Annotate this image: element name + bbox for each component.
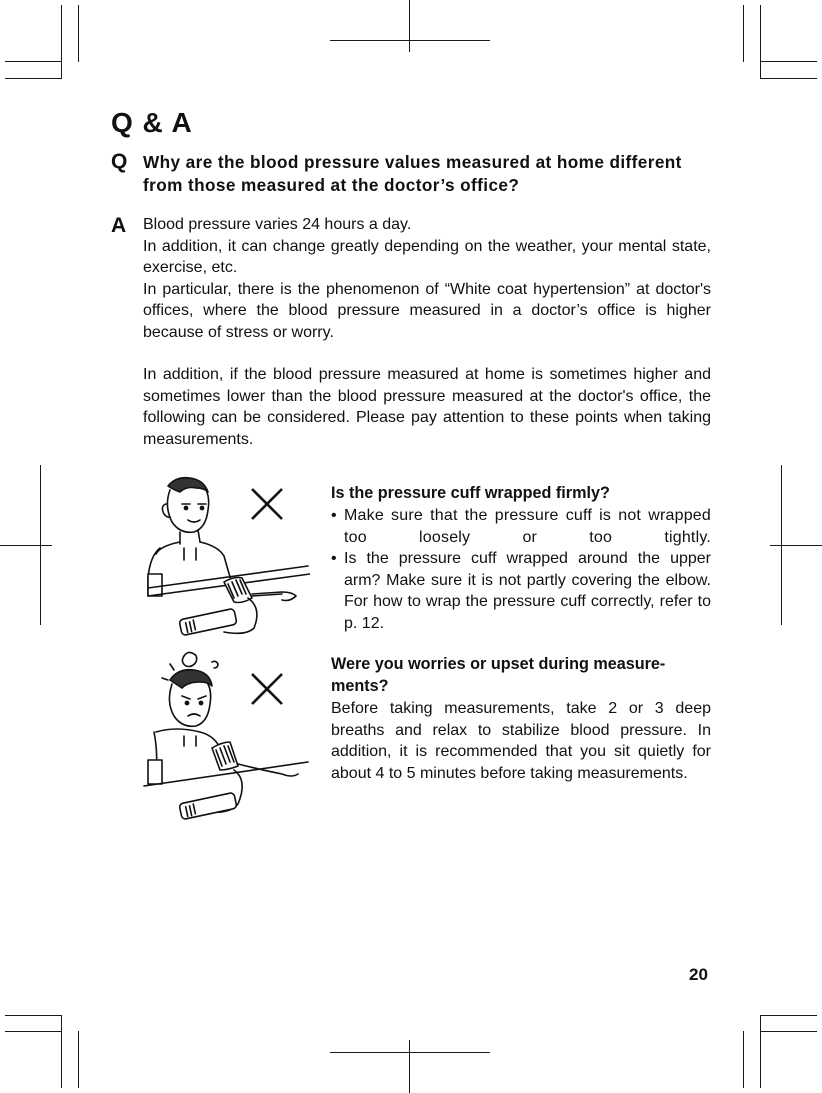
answer-line: Blood pressure varies 24 hours a day. (143, 216, 412, 233)
question-text: Why are the blood pressure values measured at home different from those measured at the doctor’s office? (143, 152, 682, 195)
answer-line: In particular, there is the phenomenon of “White coat hypertension” at doctor's offices, where the blood pressure measured in a doctor’s office is higher because of stress or worry. (143, 280, 711, 341)
page-number: 20 (689, 965, 708, 984)
list-item: • Is the pressure cuff wrapped around the upper arm? Make sure it is not partly covering the elbow. For how to wrap the pressure cuff correctly, refer to p. 12. (331, 548, 711, 634)
answer-marker: A (111, 214, 127, 237)
man-relaxed-wrong-cuff-illustration (140, 470, 310, 640)
answer-line: In addition, it can change greatly depending on the weather, your mental state, exercise, etc. (143, 237, 711, 276)
x-mark-icon (250, 487, 284, 521)
question-marker: Q (111, 150, 128, 173)
upset-advice-text: Before taking measurements, take 2 or 3 deep breaths and relax to stabilize blood pressure. In addition, it is recommended that you sit quietly for about 4 to 5 minutes before taking measurements. (331, 700, 711, 782)
x-mark-icon (250, 672, 284, 706)
list-item: • Make sure that the pressure cuff is not wrapped too loosely or too tightly. (331, 505, 711, 548)
answer-body (143, 214, 711, 450)
cuff-bullet-list (331, 505, 711, 634)
section-heading-cuff: Is the pressure cuff wrapped firmly? (331, 484, 610, 502)
page-title: Q & A (111, 107, 193, 138)
man-upset-illustration (140, 648, 310, 828)
section-heading-upset: Were you worries or upset during measure-ments? (331, 655, 666, 695)
answer-paragraph-2: In addition, if the blood pressure measured at home is sometimes higher and sometimes lower than the blood pressure measured at the doctor's office, the following can be considered. Please pay attention to these points when taking measurements. (143, 366, 711, 448)
